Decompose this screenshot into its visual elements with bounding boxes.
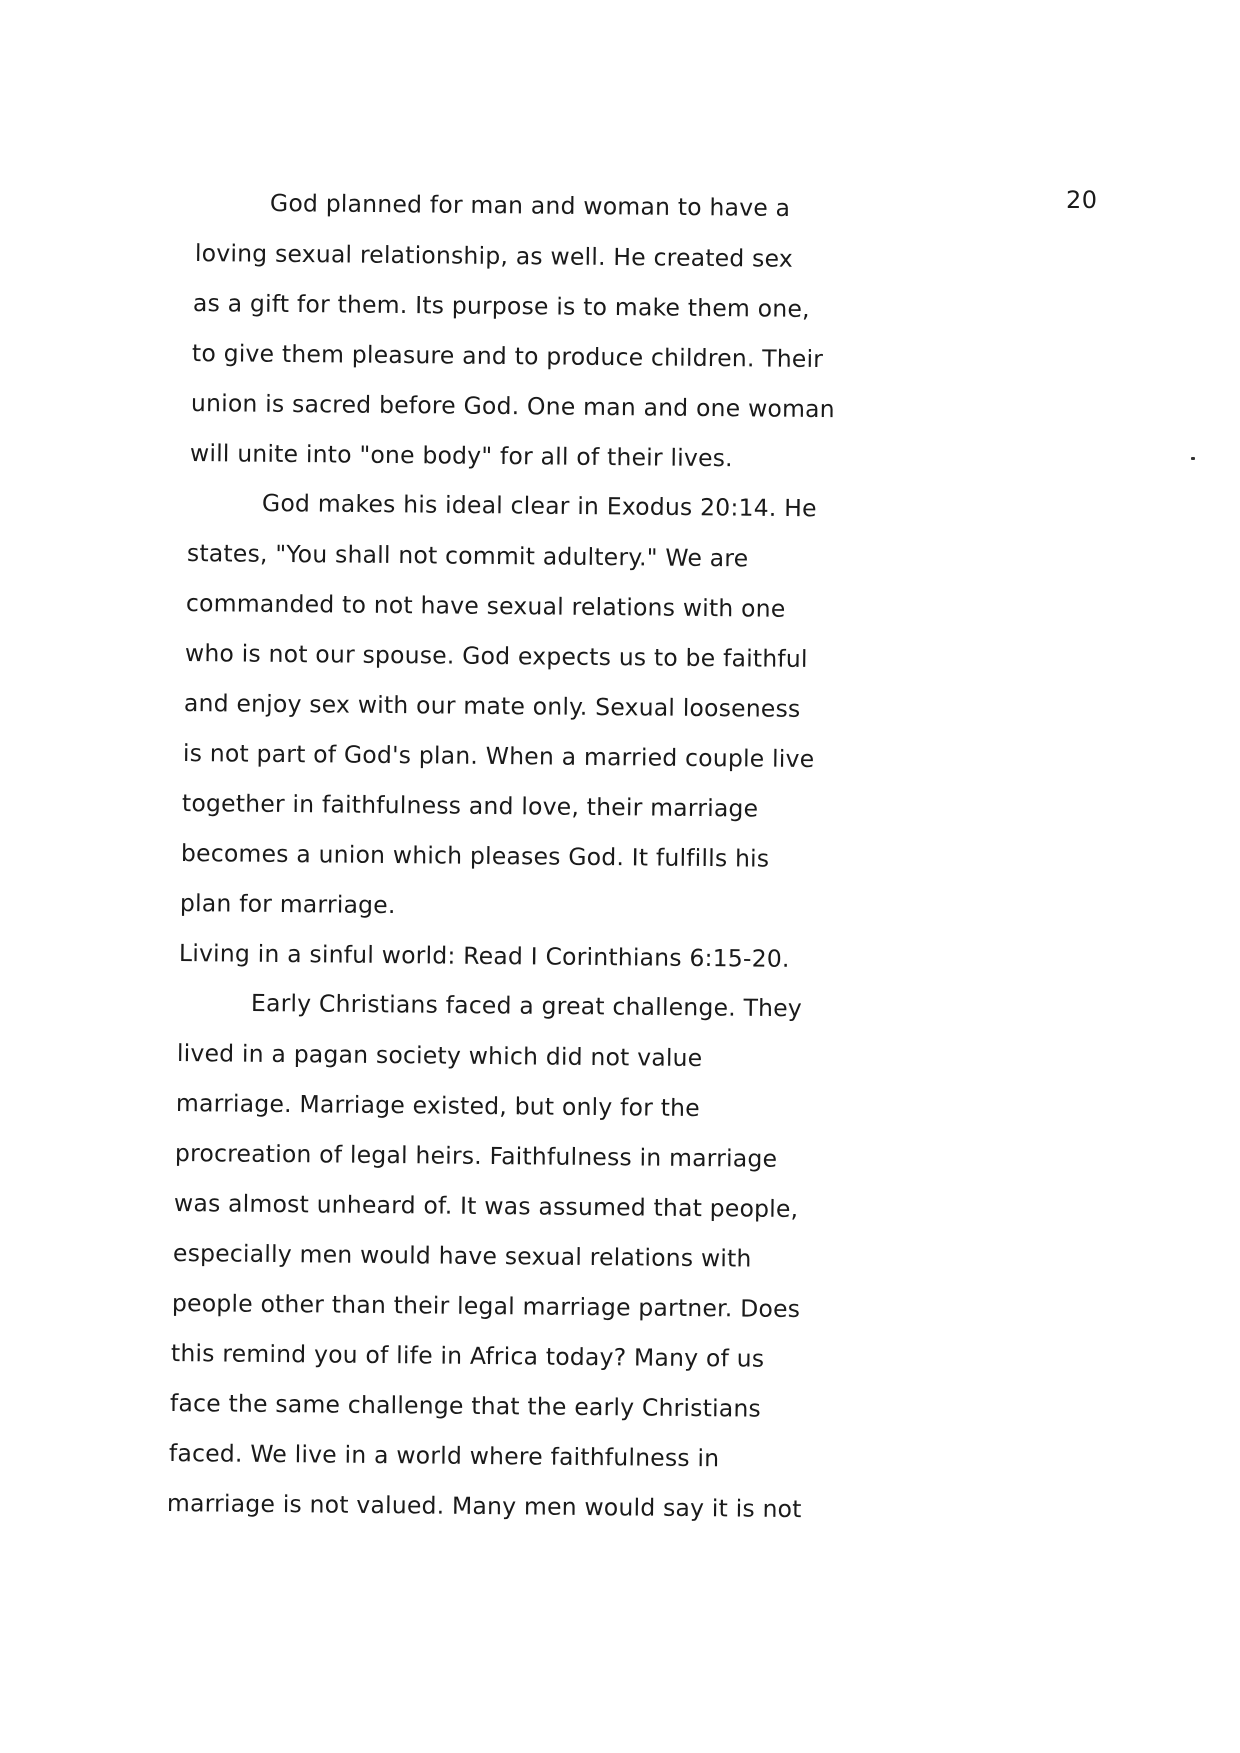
text-line: as a gift for them. Its purpose is to make them one,: [192, 289, 810, 323]
page-number: 20: [1066, 186, 1098, 214]
text-line: plan for marriage.: [179, 889, 396, 920]
text-line: is not part of God's plan. When a married couple live: [182, 739, 815, 774]
text-line: face the same challenge that the early Christians: [169, 1389, 762, 1423]
text-line: to give them pleasure and to produce children. Their: [191, 339, 824, 374]
text-line: will unite into "one body" for all of their lives.: [189, 439, 733, 473]
scan-speck: [1191, 457, 1195, 460]
text-line: and enjoy sex with our mate only. Sexual looseness: [183, 689, 801, 723]
text-line: commanded to not have sexual relations with one: [185, 589, 786, 623]
text-line: God planned for man and woman to have a: [269, 189, 791, 222]
text-line: together in faithfulness and love, their marriage: [181, 789, 759, 823]
text-line: Early Christians faced a great challenge. They: [250, 989, 803, 1023]
text-line: faced. We live in a world where faithfulness in: [168, 1439, 720, 1473]
text-line: marriage. Marriage existed, but only for the: [175, 1089, 701, 1123]
text-line: procreation of legal heirs. Faithfulness in marriage: [174, 1139, 778, 1173]
text-line: union is sacred before God. One man and one woman: [190, 389, 835, 424]
text-line: becomes a union which pleases God. It fulfills his: [180, 839, 770, 873]
text-line: loving sexual relationship, as well. He created sex: [194, 239, 794, 273]
text-line: who is not our spouse. God expects us to be faithful: [184, 639, 808, 673]
text-line: marriage is not valued. Many men would say it is not: [166, 1489, 802, 1524]
text-line: states, "You shall not commit adultery." We are: [186, 539, 749, 573]
text-line: this remind you of life in Africa today? Many of us: [170, 1339, 765, 1373]
text-line: God makes his ideal clear in Exodus 20:14. He: [261, 489, 817, 523]
section-heading: Living in a sinful world: Read I Corinthians 6:15-20.: [178, 939, 790, 973]
text-line: was almost unheard of. It was assumed that people,: [173, 1189, 799, 1223]
text-line: lived in a pagan society which did not value: [176, 1039, 703, 1073]
text-line: especially men would have sexual relations with: [172, 1239, 752, 1273]
text-line: people other than their legal marriage partner. Does: [171, 1289, 801, 1324]
